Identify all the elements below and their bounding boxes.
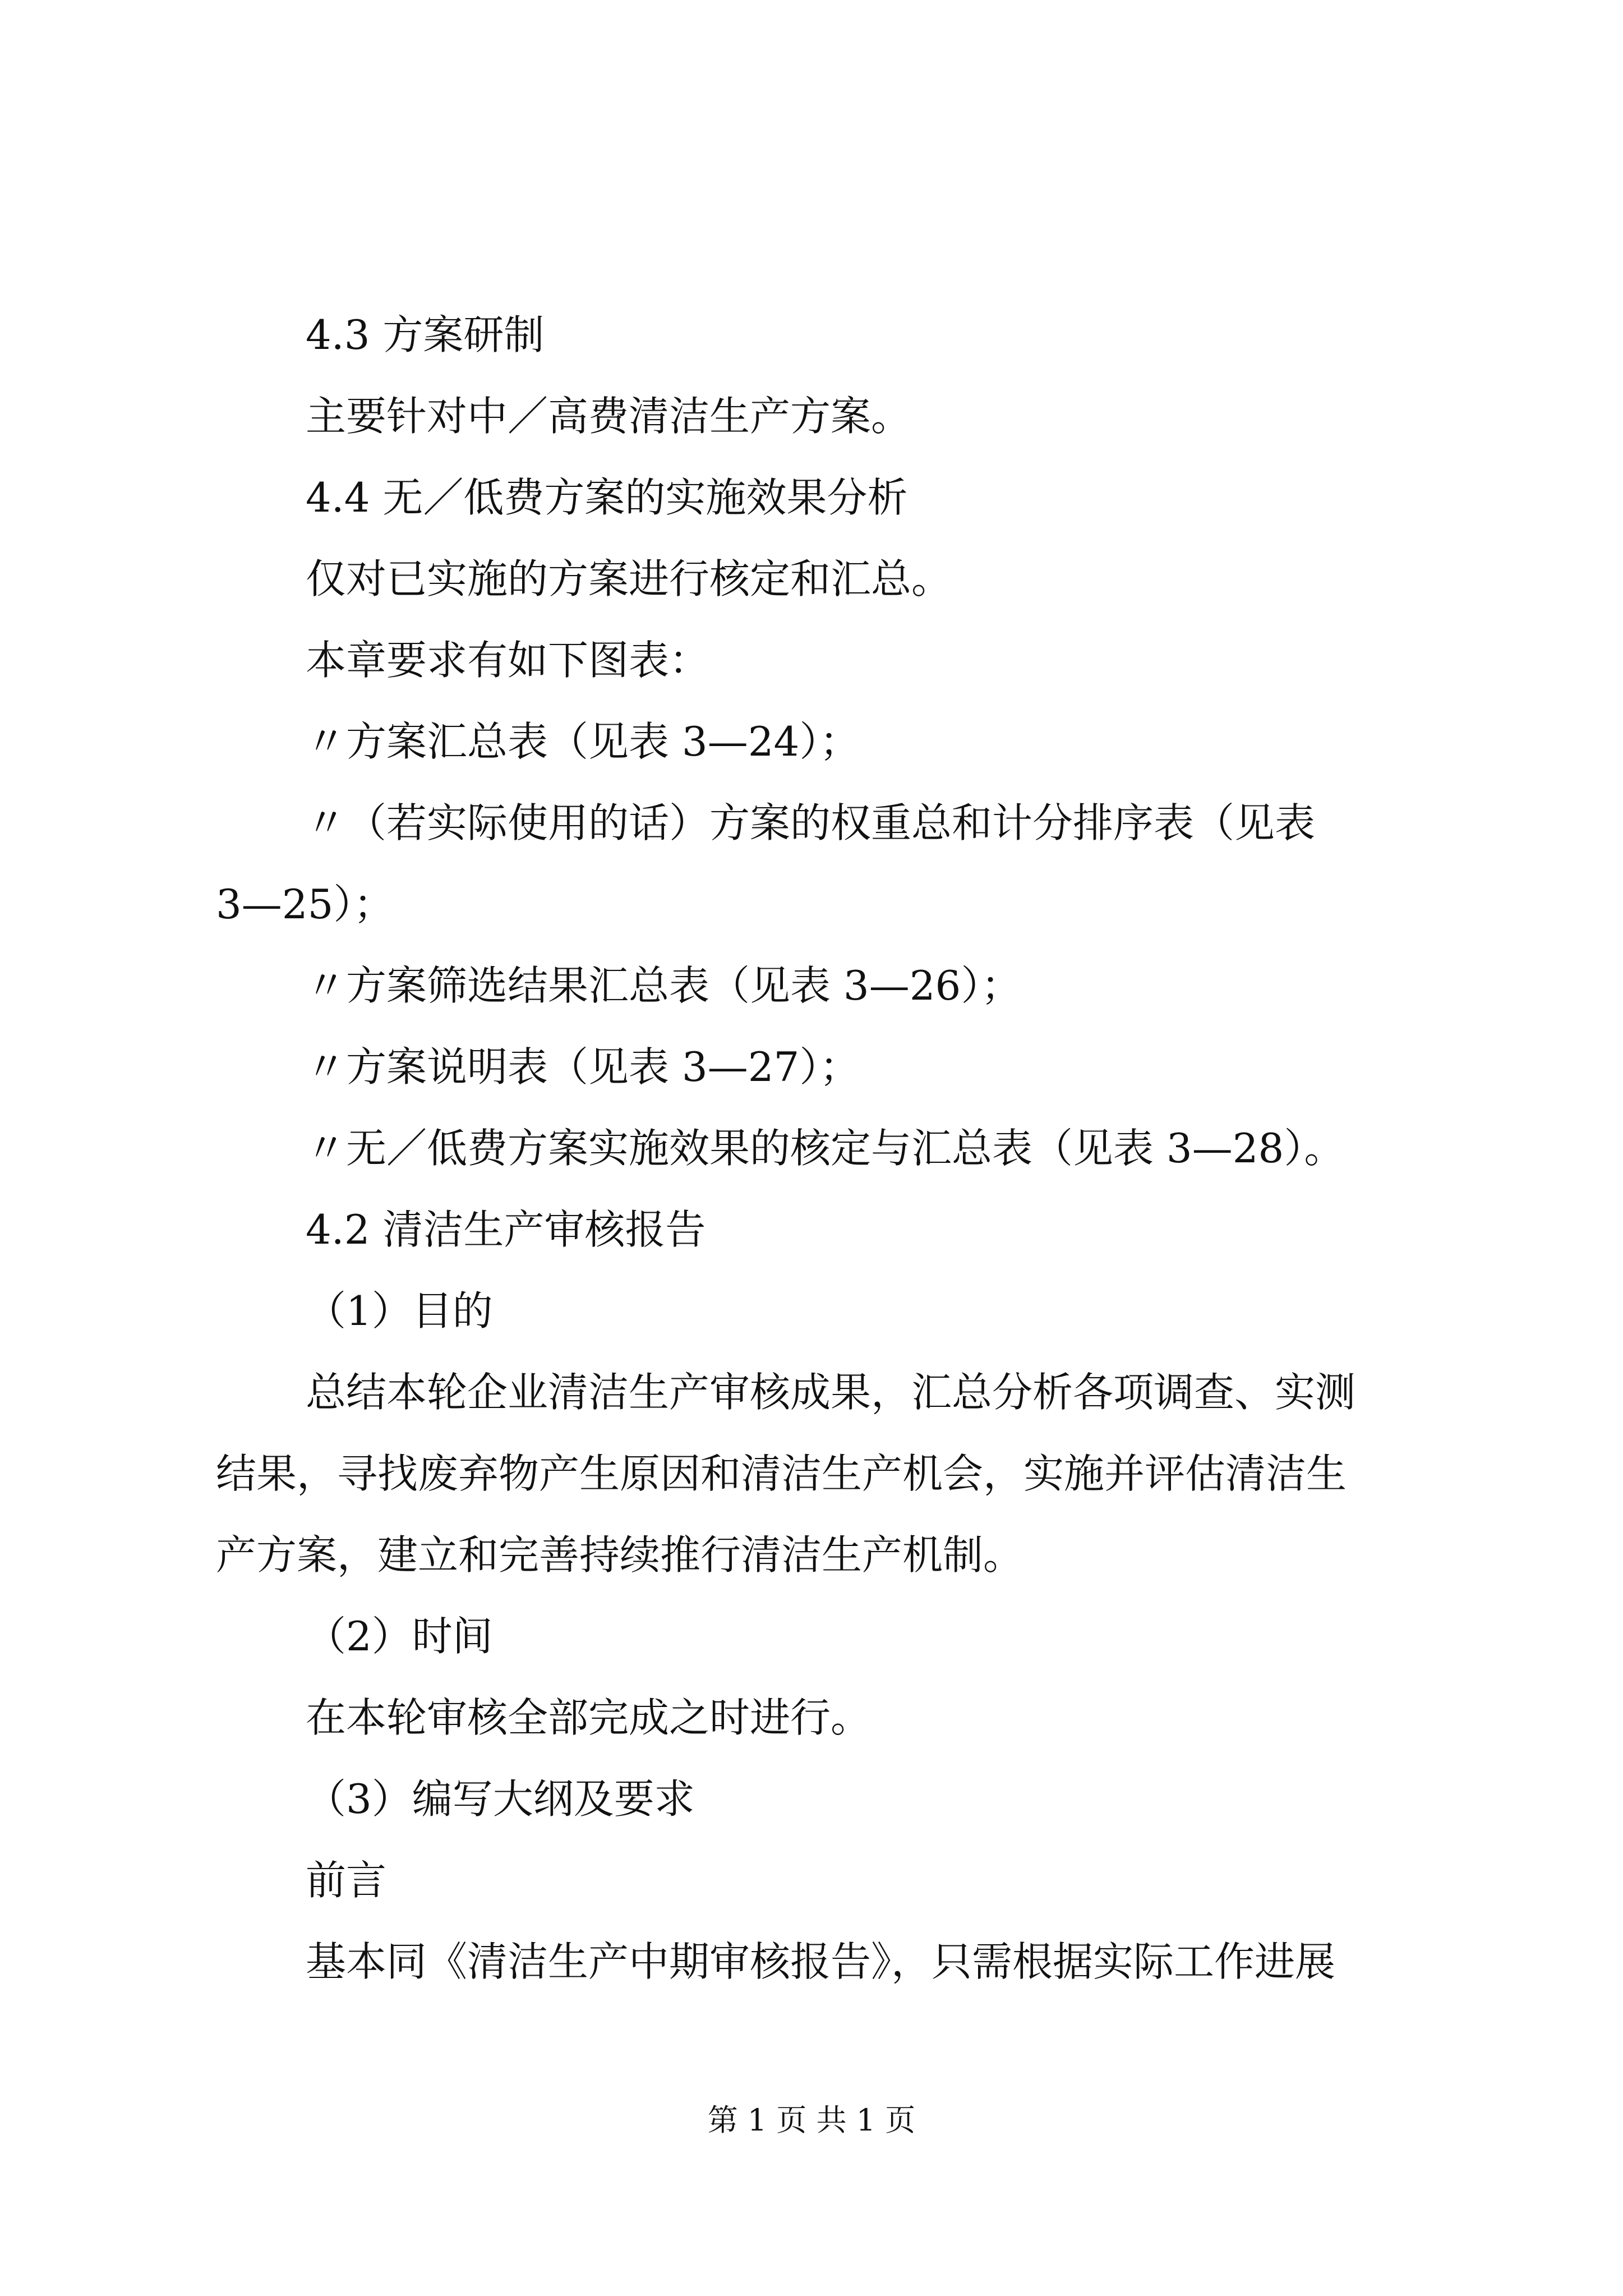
subheading: 前言 — [306, 1857, 387, 1904]
list-item-continued: 3—25）； — [216, 881, 394, 928]
section-heading-4-2: 4.2 清洁生产审核报告 — [306, 1206, 706, 1253]
list-item: 〃（若实际使用的话）方案的权重总和计分排序表（见表 — [306, 799, 1316, 846]
list-item: 〃方案筛选结果汇总表（见表 3—26）； — [306, 962, 1022, 1009]
subheading: （2）时间 — [306, 1613, 493, 1660]
list-item: 〃无／低费方案实施效果的核定与汇总表（见表 3—28）。 — [306, 1125, 1345, 1172]
body-paragraph: 在本轮审核全部完成之时进行。 — [306, 1694, 872, 1741]
body-paragraph: 基本同《清洁生产中期审核报告》，只需根据实际工作进展 — [306, 1938, 1336, 1985]
subheading: （3）编写大纲及要求 — [306, 1775, 695, 1823]
body-paragraph: 产方案，建立和完善持续推行清洁生产机制。 — [216, 1531, 1024, 1579]
body-paragraph: 本章要求有如下图表： — [306, 637, 710, 684]
list-item: 〃方案说明表（见表 3—27）； — [306, 1043, 860, 1091]
section-heading-4-3: 4.3 方案研制 — [306, 311, 545, 358]
body-paragraph: 总结本轮企业清洁生产审核成果，汇总分析各项调查、实测 — [306, 1369, 1356, 1416]
list-item: 〃方案汇总表（见表 3—24）； — [306, 718, 860, 765]
section-heading-4-4: 4.4 无／低费方案的实施效果分析 — [306, 474, 908, 521]
body-paragraph: 结果，寻找废弃物产生原因和清洁生产机会，实施并评估清洁生 — [216, 1450, 1347, 1497]
body-paragraph: 主要针对中／高费清洁生产方案。 — [306, 393, 912, 440]
page-footer: 第 1 页 共 1 页 — [707, 2102, 916, 2138]
body-paragraph: 仅对已实施的方案进行核定和汇总。 — [306, 555, 952, 602]
subheading: （1）目的 — [306, 1287, 493, 1335]
